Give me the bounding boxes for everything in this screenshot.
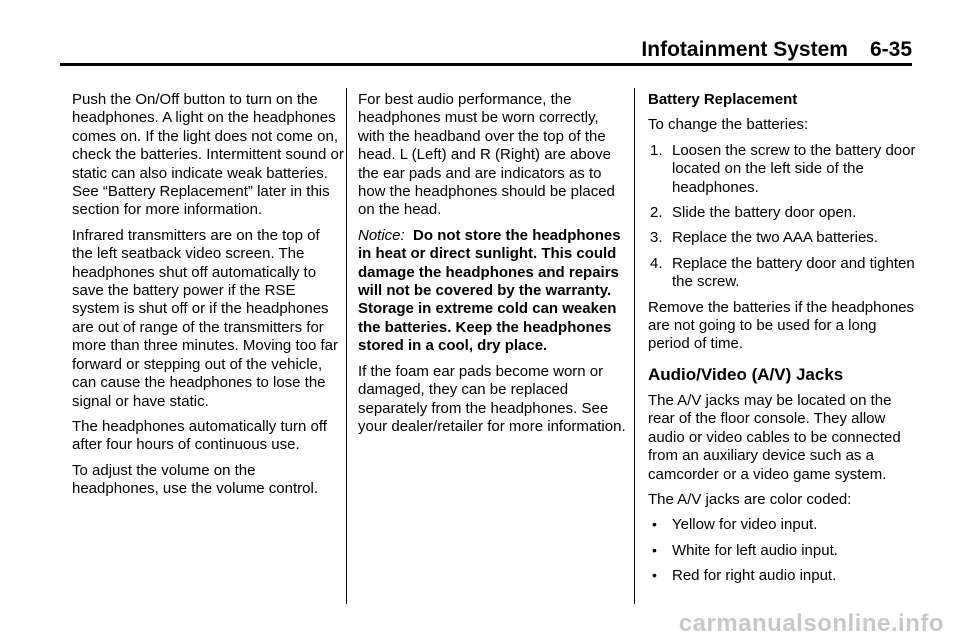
list-item xyxy=(648,142,916,197)
bullet-icon: • xyxy=(652,516,657,533)
step-text: Replace the two AAA batteries. xyxy=(672,229,878,247)
column-1 xyxy=(72,91,344,506)
paragraph: To change the batteries: xyxy=(648,116,809,134)
list-item xyxy=(648,255,916,292)
step-text: Replace the battery door and tighten the screw. xyxy=(672,254,915,291)
column-2 xyxy=(358,91,628,443)
step-text: Loosen the screw to the battery door located on the left side of the headphones. xyxy=(672,141,916,196)
column-3 xyxy=(648,91,916,593)
paragraph: If the foam ear pads become worn or damaged, they can be replaced separately from the headphones. See your dealer/retailer for more information. xyxy=(358,362,626,435)
paragraph: The A/V jacks are color coded: xyxy=(648,490,852,508)
color-code-list xyxy=(648,516,916,585)
column-divider xyxy=(634,88,635,604)
list-item xyxy=(648,567,916,585)
notice-body: Do not store the headphones in heat or direct sunlight. This could damage the headphones and repairs will not be covered by the warranty. Storage in extreme cold can weaken the batteries. Keep the headphones stored in a cool, dry place. xyxy=(358,226,621,355)
header-title: Infotainment System xyxy=(641,38,848,61)
list-item xyxy=(648,516,916,534)
paragraph: The A/V jacks may be located on the rear of the floor console. They allow audio or video cables to be connected from an auxiliary device such as a camcorder or a video game system. xyxy=(648,391,901,483)
watermark: carmanualsonline.info xyxy=(678,610,944,637)
bullet-icon: • xyxy=(652,541,657,558)
bullet-text: Red for right audio input. xyxy=(672,567,837,585)
list-item xyxy=(648,542,916,560)
step-text: Slide the battery door open. xyxy=(672,204,857,222)
list-item xyxy=(648,229,916,247)
battery-steps xyxy=(648,142,916,292)
step-number: 2. xyxy=(650,204,663,222)
notice xyxy=(358,227,628,356)
paragraph: Infrared transmitters are on the top of the left seatback video screen. The headphones shut off automatically to save the battery power if the RSE system is shut off or if the headphones are out of range of the transmitters for more than three minutes. Moving too far forward or stepping out of the vehicle, can cause the headphones to lose the signal or have static. xyxy=(72,226,338,410)
bullet-text: White for left audio input. xyxy=(672,541,838,559)
notice-label: Notice: xyxy=(358,226,405,244)
paragraph: Push the On/Off button to turn on the headphones. A light on the headphones comes on. If the light does not come on, check the batteries. Intermittent sound or static can also indicate weak batteries. See “Battery Replacement” later in this section for more information. xyxy=(72,91,344,219)
header-rule xyxy=(60,63,912,66)
paragraph: For best audio performance, the headphones must be worn correctly, with the headband over the top of the head. L (Left) and R (Right) are above the ear pads and are indicators as to how the headphones should be placed on the head. xyxy=(358,91,615,219)
battery-replacement-heading: Battery Replacement xyxy=(648,91,798,108)
page-header xyxy=(60,36,912,64)
paragraph: To adjust the volume on the headphones, use the volume control. xyxy=(72,461,318,498)
bullet-icon: • xyxy=(652,567,657,584)
bullet-text: Yellow for video input. xyxy=(672,516,818,534)
step-number: 3. xyxy=(650,229,663,247)
paragraph: The headphones automatically turn off after four hours of continuous use. xyxy=(72,417,327,454)
page-number: 6-35 xyxy=(869,38,912,61)
list-item xyxy=(648,204,916,222)
column-divider xyxy=(346,88,347,604)
step-number: 1. xyxy=(650,141,663,159)
av-jacks-heading: Audio/Video (A/V) Jacks xyxy=(648,364,844,384)
step-number: 4. xyxy=(650,254,663,272)
paragraph: Remove the batteries if the headphones are not going to be used for a long period of time. xyxy=(648,298,915,353)
